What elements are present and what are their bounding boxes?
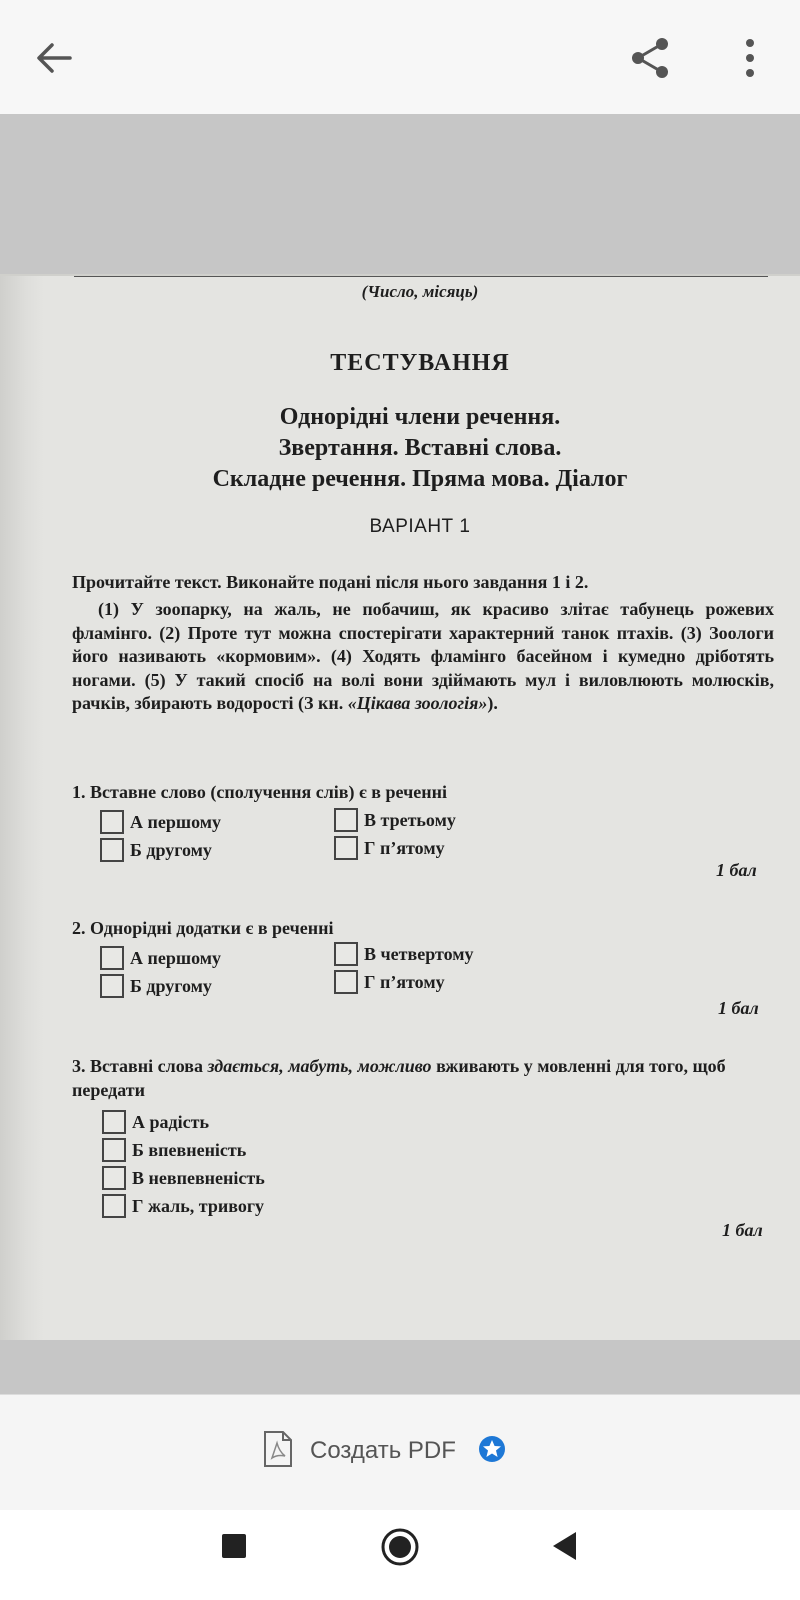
q2-score: 1 бал bbox=[718, 998, 759, 1018]
checkbox[interactable] bbox=[102, 1110, 126, 1134]
checkbox[interactable] bbox=[100, 974, 124, 998]
checkbox[interactable] bbox=[334, 836, 358, 860]
recents-square-icon[interactable] bbox=[220, 1532, 248, 1565]
variant-label: ВАРІАНТ 1 bbox=[369, 516, 471, 537]
instruction-text: Прочитайте текст. Виконайте подані після нього завдання 1 і 2. bbox=[72, 572, 589, 592]
q3-option-d[interactable]: Г жаль, тривогу bbox=[102, 1192, 264, 1220]
q3-option-b[interactable]: Б впевненість bbox=[102, 1136, 246, 1164]
image-viewer[interactable] bbox=[0, 114, 800, 1394]
date-caption: (Число, місяць) bbox=[361, 282, 479, 301]
pdf-file-icon bbox=[262, 1430, 294, 1473]
q1-option-a[interactable]: А першому bbox=[100, 808, 221, 836]
star-badge-icon bbox=[478, 1435, 506, 1468]
question-2: 2. Однорідні додатки є в реченні bbox=[72, 918, 334, 938]
reading-passage: (1) У зоопарку, на жаль, не побачиш, як красиво злітає табунець рожевих фламінго. (2) Проте тут можна спостерігати характерний танок птахів. (3) Зоологи його називають «кормовим». (4) Ходять фламінго басейном і кумедно дріботять ногами. (5) У такий спосіб на волі вони здіймають мул і виловлюють молюсків, рачків, збирають водорості (З кн. «Цікава зоологія»). bbox=[72, 599, 774, 713]
page-title: ТЕСТУВАННЯ bbox=[330, 350, 510, 376]
checkbox[interactable] bbox=[100, 838, 124, 862]
q1-option-b[interactable]: Б другому bbox=[100, 836, 212, 864]
worksheet-photo bbox=[0, 274, 800, 1340]
checkbox[interactable] bbox=[334, 808, 358, 832]
checkbox[interactable] bbox=[334, 942, 358, 966]
home-circle-icon[interactable] bbox=[380, 1527, 420, 1572]
checkbox[interactable] bbox=[100, 810, 124, 834]
q2-option-b[interactable]: Б другому bbox=[100, 972, 212, 1000]
q3-option-a[interactable]: А радість bbox=[102, 1108, 209, 1136]
bottom-action-bar bbox=[0, 1394, 800, 1510]
create-pdf-button[interactable] bbox=[262, 1431, 506, 1471]
system-nav-bar bbox=[0, 1510, 800, 1600]
more-vert-icon[interactable] bbox=[736, 36, 764, 80]
q1-option-c[interactable]: В третьому bbox=[334, 806, 456, 834]
checkbox[interactable] bbox=[102, 1138, 126, 1162]
checkbox[interactable] bbox=[100, 946, 124, 970]
checkbox[interactable] bbox=[102, 1194, 126, 1218]
q2-option-a[interactable]: А першому bbox=[100, 944, 221, 972]
share-icon[interactable] bbox=[628, 36, 674, 80]
app-toolbar bbox=[0, 0, 800, 114]
question-3: 3. Вставні слова здається, мабуть, можливо вживають у мовленні для того, щоб передати bbox=[72, 1056, 726, 1100]
q3-score: 1 бал bbox=[722, 1220, 763, 1240]
checkbox[interactable] bbox=[334, 970, 358, 994]
topic-heading: Однорідні члени речення. Звертання. Вставні слова. Складне речення. Пряма мова. Діалог bbox=[212, 404, 628, 492]
back-triangle-icon[interactable] bbox=[550, 1530, 580, 1567]
create-pdf-label: Создать PDF bbox=[310, 1437, 456, 1464]
q2-option-d[interactable]: Г п’ятому bbox=[334, 968, 445, 996]
q1-score: 1 бал bbox=[716, 860, 757, 880]
checkbox[interactable] bbox=[102, 1166, 126, 1190]
q3-option-c[interactable]: В невпевненість bbox=[102, 1164, 265, 1192]
q1-option-d[interactable]: Г п’ятому bbox=[334, 834, 445, 862]
q2-option-c[interactable]: В четвертому bbox=[334, 940, 474, 968]
back-arrow-icon[interactable] bbox=[30, 34, 82, 82]
question-1: 1. Вставне слово (сполучення слів) є в реченні bbox=[72, 782, 447, 802]
